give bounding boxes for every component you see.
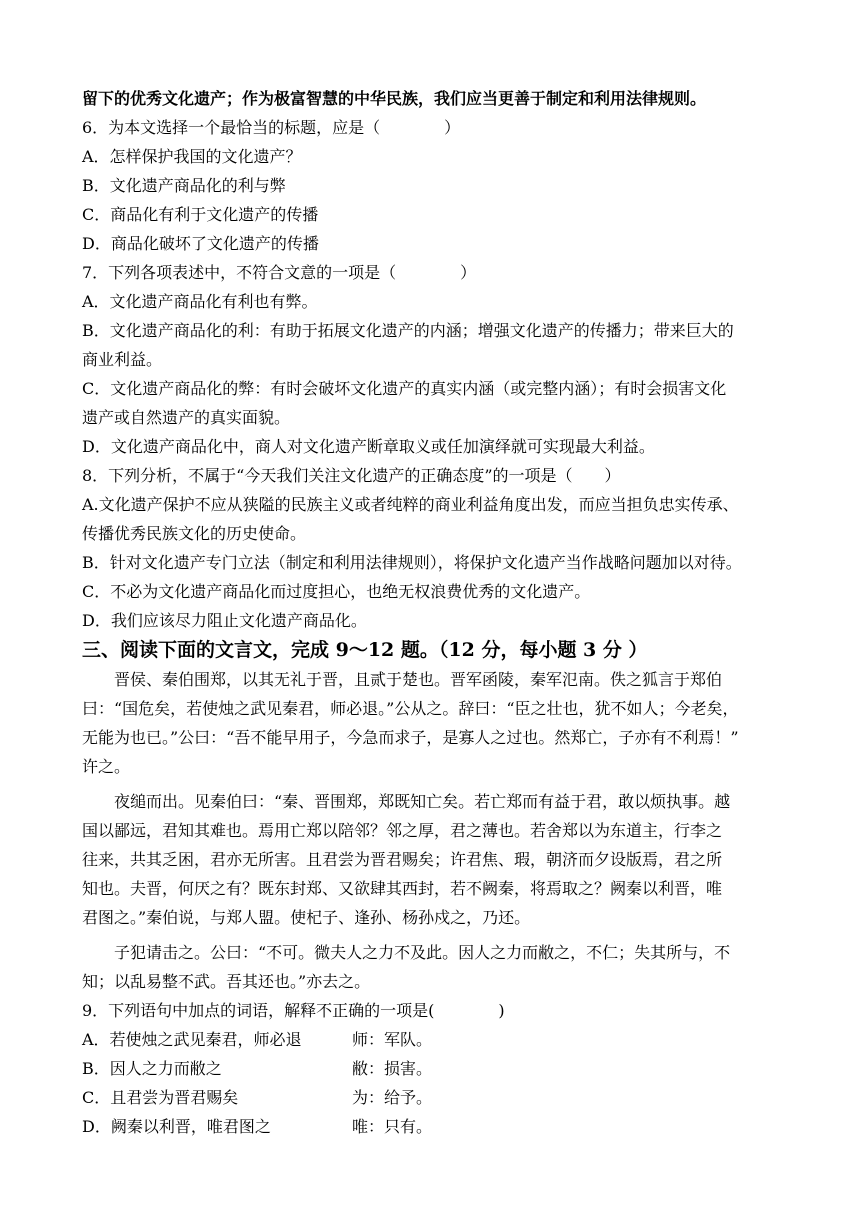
question-8-option-a-line1: A.文化遗产保护不应从狭隘的民族主义或者纯粹的商业利益角度出发，而应当担负忠实传承、: [82, 495, 739, 514]
section-3: [82, 635, 782, 996]
option-gloss: 师：军队。: [352, 1030, 433, 1049]
option-sentence: A．若使烛之武见秦君，师必退: [82, 1030, 302, 1049]
passage-line: 君图之。”秦伯说，与郑人盟。使杞子、逢孙、杨孙戍之，乃还。: [82, 908, 531, 927]
question-7-option-b-line1: B．文化遗产商品化的利：有助于拓展文化遗产的内涵；增强文化遗产的传播力；带来巨大的: [82, 321, 734, 340]
passage-line: 子犯请击之。公曰：“不可。微夫人之力不及此。因人之力而敝之，不仁；失其所与，不: [114, 943, 731, 962]
question-8-stem: 8．下列分析，不属于“今天我们关注文化遗产的正确态度”的一项是（ ）: [82, 466, 621, 485]
question-7: [82, 258, 782, 461]
passage-line: 晋侯、秦伯围郑，以其无礼于晋，且贰于楚也。晋军函陵，秦军氾南。佚之狐言于郑伯: [114, 670, 723, 689]
question-8-option-c: C．不必为文化遗产商品化而过度担心，也绝无权浪费优秀的文化遗产。: [82, 582, 591, 601]
question-8-option-d: D．我们应该尽力阻止文化遗产商品化。: [82, 611, 367, 630]
question-9-option-a: [82, 1025, 782, 1054]
option-sentence: D．阙秦以利晋，唯君图之: [82, 1117, 271, 1136]
passage-line: 无能为也已。”公曰：“吾不能早用子，今急而求子，是寡人之过也。然郑亡，子亦有不利焉！”: [82, 728, 739, 747]
passage-line: 曰：“国危矣，若使烛之武见秦君，师必退。”公从之。辞曰：“臣之壮也，犹不如人；今老矣，: [82, 699, 739, 718]
option-gloss: 唯：只有。: [352, 1117, 433, 1136]
question-6-option-a: A．怎样保护我国的文化遗产？: [82, 147, 302, 166]
section-3-heading: 三、阅读下面的文言文，完成 9～12 题。（12 分，每小题 3 分 ）: [82, 639, 648, 661]
intro-line: 留下的优秀文化遗产；作为极富智慧的中华民族，我们应当更善于制定和利用法律规则。: [82, 89, 707, 108]
option-gloss: 敝：损害。: [352, 1059, 433, 1078]
question-6-stem: 6．为本文选择一个最恰当的标题，应是（ ）: [82, 118, 461, 137]
question-9: [82, 996, 782, 1141]
question-6: [82, 113, 782, 258]
option-sentence: B．因人之力而敝之: [82, 1059, 222, 1078]
passage-line: 往来，共其乏困，君亦无所害。且君尝为晋君赐矣；许君焦、瑕，朝济而夕设版焉，君之所: [82, 850, 723, 869]
question-8-option-b: B．针对文化遗产专门立法（制定和利用法律规则），将保护文化遗产当作战略问题加以对待。: [82, 553, 742, 572]
question-6-option-d: D．商品化破坏了文化遗产的传播: [82, 234, 319, 253]
question-9-option-d: [82, 1112, 782, 1141]
question-9-option-c: [82, 1083, 782, 1112]
question-8: [82, 461, 782, 635]
passage-paragraph-1: [82, 665, 782, 781]
question-8-option-a-line2: 传播优秀民族文化的历史使命。: [82, 524, 307, 543]
passage-line: 许之。: [82, 757, 131, 776]
question-9-option-b: [82, 1054, 782, 1083]
option-sentence: C．且君尝为晋君赐矣: [82, 1088, 239, 1107]
question-7-option-c-line1: C．文化遗产商品化的弊：有时会破坏文化遗产的真实内涵（或完整内涵）；有时会损害文化: [82, 379, 727, 398]
question-7-stem: 7．下列各项表述中，不符合文意的一项是（ ）: [82, 263, 477, 282]
passage-line: 知也。夫晋，何厌之有？既东封郑、又欲肆其西封，若不阙秦，将焉取之？阙秦以利晋，唯: [82, 879, 723, 898]
question-9-stem: 9．下列语句中加点的词语，解释不正确的一项是( ): [82, 1001, 505, 1020]
passage-paragraph-3: [82, 938, 782, 996]
option-gloss: 为：给予。: [352, 1088, 433, 1107]
passage-line: 国以鄙远，君知其难也。焉用亡郑以陪邻？邻之厚，君之薄也。若舍郑以为东道主，行李之: [82, 821, 723, 840]
question-7-option-a: A．文化遗产商品化有利也有弊。: [82, 292, 318, 311]
question-7-option-d: D．文化遗产商品化中，商人对文化遗产断章取义或任加演绎就可实现最大利益。: [82, 437, 655, 456]
passage-paragraph-2: [82, 787, 782, 932]
question-7-option-b-line2: 商业利益。: [82, 350, 163, 369]
question-6-option-c: C．商品化有利于文化遗产的传播: [82, 205, 319, 224]
question-6-option-b: B．文化遗产商品化的利与弊: [82, 176, 286, 195]
document-page: [82, 84, 782, 1141]
passage-line: 知；以乱易整不武。吾其还也。”亦去之。: [82, 972, 371, 991]
question-7-option-c-line2: 遗产或自然遗产的真实面貌。: [82, 408, 291, 427]
passage-line: 夜缒而出。见秦伯曰：“秦、晋围郑，郑既知亡矣。若亡郑而有益于君，敢以烦执事。越: [114, 792, 731, 811]
